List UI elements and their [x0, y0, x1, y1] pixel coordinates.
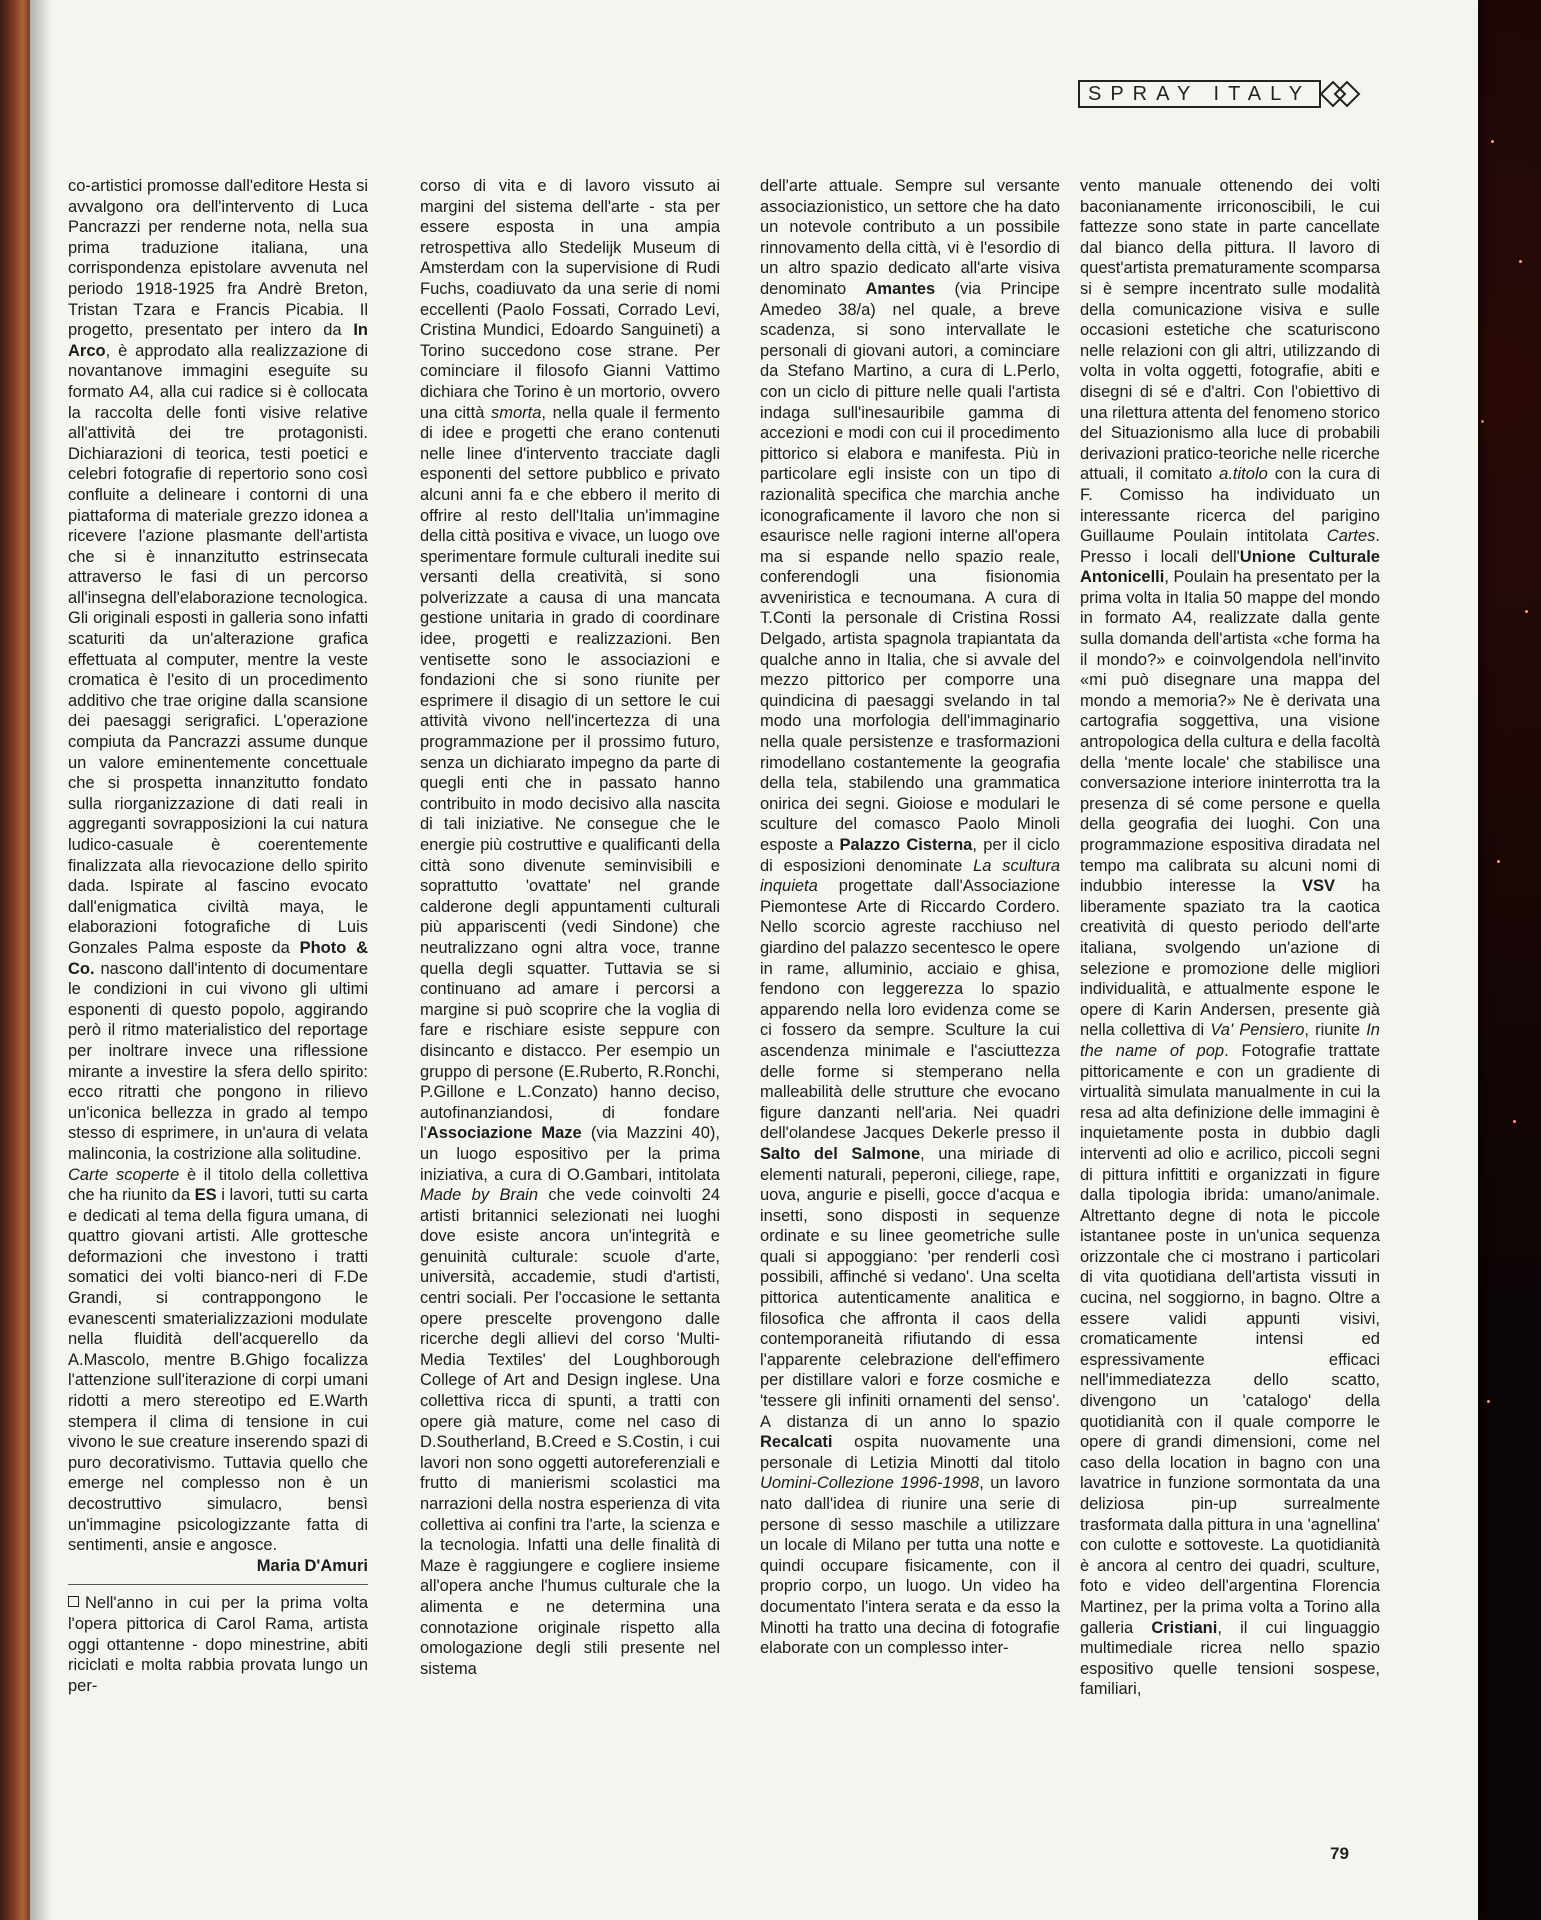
paragraph — [760, 176, 1060, 1659]
text-run: , è approdato alla realizzazione di novantanove immagini eseguite su formato A4, alla cui radice si è collocata la raccolta delle fonti visive relative all'attività dei tre protagonisti. Dichiarazioni di teorica, testi poetici e celebri fotografie di repertorio sono così confluite a delineare i contorni di una piattaforma di materiale grezzo idonea a ricevere l'azione plasmante dell'artista che si è innanzitutto estrinsecata attraverso le fasi di un percorso all'insegna dell'elaborazione tecnologica. Gli originali esposti in galleria sono infatti scaturiti da un'alterazione grafica effettuata al computer, mentre la veste cromatica è l'esito di un procedimento additivo che trae origine dalla scansione dei paesaggi serigrafici. L'operazione compiuta da Pancrazzi assume dunque un valore eminentemente concettuale che si prospetta innanzitutto fondato sulla riorganizzazione di dati reali in aggreganti sovrapposizioni la cui natura ludico-casuale è coerentemente finalizzata alla rievocazione dello spirito dada. Ispirate al fascino evocato dall'enigmatica civiltà maya, le elaborazioni fotografiche di Luis Gonzales Palma esposte da — [68, 341, 368, 957]
paragraph — [1080, 176, 1380, 1700]
text-run: i lavori, tutti su carta e dedicati al tema della figura umana, di quattro giovani artisti. Alle grottesche deformazioni che investono i tratti somatici dei volti bianco-neri di F.De Grandi, si contrappongono le evanescenti smaterializzazioni modulate nella fluidità dell'acquerello da A.Mascolo, mentre B.Ghigo focalizza l'attenzione sull'iterazione di corpi umani ridotti a mero stereotipo ed E.Warth stempera il clima di tensione in cui vivono le sue creature inserendo spazi di puro decorativismo. Tuttavia quello che emerge nel complesso non è un decostruttivo simulacro, bensì un'immagine psicologizzante fatta di sentimenti, ansie e angosce. — [68, 1186, 368, 1555]
text-run: vento manuale ottenendo dei volti baconianamente irriconoscibili, le cui fattezze sono state in parte cancellate dal bianco della pittura. Il lavoro di quest'artista prematuramente scomparsa si è sempre incentrato sulle modalità della comunicazione visiva e sulle occasioni estetiche che scaturiscono nelle relazioni con gli altri, utilizzando di volta in volta oggetti, fotografie, abiti e disegni di sé e d'altri. Con l'obiettivo di una rilettura attenta del fenomeno storico del Situazionismo alla luce di probabili derivazioni pratico-teoriche nelle ricerche attuali, il comitato — [1080, 177, 1380, 484]
text-run: è il titolo della collettiva che ha riunito da — [68, 1165, 369, 1205]
bold-text: Cristiani — [1151, 1618, 1218, 1637]
square-bullet-icon — [68, 1596, 79, 1607]
section-title: SPRAY ITALY — [1078, 80, 1321, 108]
bold-text: In Arco — [68, 321, 368, 360]
text-run: , il cui linguaggio multimediale ricrea nello spazio espositivo quelle tensioni sospese, familiari, — [1080, 1618, 1380, 1699]
text-run: che vede coinvolti 24 artisti britannici selezionati nei luoghi dove esiste ancora un'integrità e genuinità culturale: scuole d'arte, università, accademie, studi d'artisti, centri sociali. Per l'occasione le settanta opere prescelte provengono dalle ricerche degli allievi del corso 'Multi-Media Textiles' del Loughborough College of Art and Design inglese. Una collettiva ricca di spunti, a tratti con opere già mature, come nel caso di D.Southerland, B.Creed e S.Costin, i cui lavori non sono oggetti autoreferenziali e frutto di manierismi scolastici ma narrazioni della nostra esperienza di vita collettiva ai confini tra l'arte, la scienza e la tecnologia. Infatti una delle finalità di Maze è raggiungere e cogliere insieme all'opera anche l'humus culturale che la alimenta e ne determina una connotazione originale rispetto alla omologazione degli stili presente nel sistema — [420, 1186, 720, 1678]
text-run: (via Principe Amedeo 38/a) nel quale, a breve scadenza, si sono intervallate le personali di giovani autori, a cominciare da Stefano Martino, a cura di L.Perlo, con un ciclo di pitture nelle quali l'artista indaga sull'inesauribile gamma di accezioni e modi con cui il procedimento pittorico si elabora e manifesta. Più in particolare egli insiste con un tipo di razionalità specifica che marchia anche iconograficamente il lavoro che non si esaurisce nelle ragioni interne all'opera ma si espande nello spazio reale, conferendogli una fisionomia avveniristica e tecnoumana. A cura di T.Conti la personale di Cristina Rossi Delgado, artista spagnola trapiantata da qualche anno in Italia, che si avvale del mezzo pittorico per comporre una quindicina di paesaggi svelando in tal modo una morfologia dell'immaginario nella quale persistenze e trasformazioni rimodellano costantemente la geografia della tela, stabilendo una grammatica onirica dei segni. Gioiose e modulari le sculture del comasco Paolo Minoli esposte a — [760, 279, 1060, 854]
text-column-3 — [760, 176, 1060, 1659]
text-run: nascono dall'intento di documentare le condizioni in cui vivono gli ultimi esponenti di questo popolo, aggirando però il ritmo materialistico del reportage per inoltrare invece una riflessione mirante a investire la sfera dello spirito: ecco ritratti che pongono in rilievo un'iconica bellezza in grado al tempo stesso di esprimere, in un'aura di velata malinconia, la costrizione alla solitudine. — [68, 959, 368, 1163]
page-fold-shadow — [30, 0, 52, 1920]
bold-text: Recalcati — [760, 1433, 833, 1452]
text-run: . Presso i locali dell' — [1080, 527, 1380, 566]
text-run: corso di vita e di lavoro vissuto ai margini del sistema dell'arte - sta per essere esposta in una ampia retrospettiva allo Stedelijk Museum di Amsterdam con la supervisione di Rudi Fuchs, coadiuvato da una serie di nomi eccellenti (Paolo Fossati, Corrado Levi, Cristina Mundici, Edoardo Sanguineti) a Torino succedono cose strane. Per cominciare il filosofo Gianni Vattimo dichiara che Torino è un mortorio, ovvero una città — [420, 177, 720, 422]
bold-text: VSV — [1302, 877, 1336, 896]
italic-text: Uomini-Collezione 1996-1998 — [760, 1474, 980, 1493]
italic-text: La scultura inquieta — [760, 856, 1060, 896]
text-run: ha liberamente spaziato tra la caotica creatività di questo periodo dell'arte italiana, svolgendo un'azione di selezione e promozione delle migliori individualità, e attualmente espone le opere di Karin Andersen, presente già nella collettiva di — [1080, 877, 1381, 1040]
paragraph — [68, 1593, 368, 1696]
italic-text: In the name of pop — [1080, 1021, 1380, 1060]
text-run: dell'arte attuale. Sempre sul versante associazionistico, un settore che ha dato un notevole contributo a un possibile rinnovamento della città, vi è l'esordio di un altro spazio dedicato all'arte visiva denominato — [760, 177, 1060, 298]
paragraph — [420, 176, 720, 1679]
bold-text: Associazione Maze — [426, 1124, 582, 1143]
bold-text: Palazzo Cisterna — [839, 836, 973, 854]
author-signature: Maria D'Amuri — [256, 1556, 368, 1575]
section-divider — [68, 1584, 368, 1585]
italic-text: smorta — [490, 403, 542, 422]
text-run: Nell'anno in cui per la prima volta l'opera pittorica di Carol Rama, artista oggi ottantenne - dopo minestrine, abiti riciclati e molta rabbia provata lungo un per- — [68, 1594, 368, 1695]
page-number: 79 — [1330, 1844, 1349, 1863]
paragraph — [68, 1165, 368, 1556]
text-run: ospita nuovamente una personale di Letizia Minotti dal titolo — [760, 1433, 1060, 1472]
text-run: con la cura di F. Comisso ha individuato un interessante ricerca del parigino Guillaume Poulain intitolata — [1080, 465, 1380, 546]
italic-text: a.titolo — [1219, 465, 1268, 484]
paragraph-text — [68, 1594, 368, 1694]
text-run: (via Mazzini 40), un luogo espositivo per la prima iniziativa, a cura di O.Gambari, intitolata — [420, 1124, 720, 1184]
text-column-1 — [68, 176, 368, 1696]
text-run: , per il ciclo di esposizioni denominate — [760, 836, 1060, 875]
paragraph — [68, 176, 368, 1165]
text-run: , nella quale il fermento di idee e progetti che erano contenuti nelle linee d'intervento tracciate dagli esponenti del settore pubblico e privato alcuni anni fa e che ebbero il merito di offrire al resto dell'Italia un'immagine della città positiva e vivace, un luogo ove sperimentare formule culturali inedite sui versanti della creatività, si sono polverizzate a causa di una mancata gestione unitaria in grado di coordinare idee, progetti e realizzazioni. Ben ventisette sono le associazioni e fondazioni che si sono riunite per esprimere il disagio di un settore le cui attività vivono nell'incertezza di una programmazione per il prossimo futuro, senza un dichiarato impegno da parte di quegli enti che in passato hanno contribuito in modo decisivo alla nascita di tali iniziative. Ne consegue che le energie più costruttive e qualificanti della città sono divenute seminvisibili e soprattutto 'ovattate' nel grande calderone degli appuntamenti culturali più appariscenti (vedi Sindone) che neutralizzano ogni altra voce, tranne quella degli squatter. Tuttavia se si continuano ad amare i percorsi a margine si può scoprire che la voglia di fare e rischiare esiste seppure con disincanto e distacco. Per esempio un gruppo di persone (E.Ruberto, R.Ronchi, P.Gillone e L.Conzato) hanno deciso, autofinanziandosi, di fondare l' — [420, 403, 720, 1143]
text-column-2 — [420, 176, 720, 1679]
text-run: , una miriade di elementi naturali, peperoni, ciliege, rape, uova, angurie e piselli, gocce d'acqua e insetti, sono disposti in sequenze ordinate e su linee geometriche sulle quali si appoggiano: 'per renderli così possibili, affinché si vedano'. Una scelta pittorica autenticamente analitica e filosofica che affronta il caos della contemporaneità rifiutando di essa l'apparente celebrazione dell'effimero per distillare valori e forze cosmiche e 'tessere gli infiniti ornamenti del senso'. A distanza di un anno lo spazio — [760, 1144, 1061, 1431]
bold-text: Amantes — [865, 279, 936, 298]
bold-text: Unione Culturale Antonicelli — [1080, 547, 1380, 587]
text-run: . Fotografie trattate pittoricamente e con un gradiente di virtualità simulata manualmente in cui la resa ad alta definizione delle immagini è inquietamente posta in dubbio dagli interventi ad olio e acrilico, piccoli segni di pittura infittiti e organizzati in figure dalla tipologia ibrida: umano/animale. Altrettanto degne di nota le piccole istantanee poste in un'unica sequenza orizzontale che ci mostrano i particolari di vita quotidiana dell'artista vissuti in cucina, nel soggiorno, in bagno. Oltre a essere validi appunti visivi, cromaticamente intensi ed espressivamente efficaci nell'immediatezza dello scatto, divengono un 'catalogo' della quotidianità con il quale comporre le opere di grandi dimensioni, come nel caso della location in bagno con una lavatrice in funzione sormontata da una deliziosa pin-up surrealmente trasformata dalla pittura in una 'agnellina' con culotte e sottoveste. La quotidianità è ancora al centro dei quadri, sculture, foto e video dell'argentina Florencia Martinez, per la prima volta a Torino alla galleria — [1080, 1041, 1380, 1637]
text-column-4 — [1080, 176, 1380, 1700]
italic-text: Va' Pensiero — [1210, 1021, 1305, 1040]
bold-text: Photo & Co. — [68, 938, 368, 978]
italic-text: Made by Brain — [420, 1186, 539, 1205]
text-run: , un lavoro nato dall'idea di riunire una serie di persone di sesso maschile a utilizzare un locale di Milano per tutta una notte e quindi occupare fisicamente, con il proprio corpo, un luogo. Un video ha documentato l'intera serata e da esso la Minotti ha tratto una decina di fotografie elaborate con un complesso inter- — [760, 1474, 1060, 1658]
magazine-page — [30, 0, 1478, 1920]
bold-text: ES — [194, 1186, 217, 1205]
text-run: progettate dall'Associazione Piemontese Arte di Riccardo Cordero. Nello scorcio agreste racchiuso nel giardino del palazzo secentesco le opere in rame, alluminio, acciaio e ghisa, fendono con leggerezza lo spazio apparendo nella loro evidenza come se ci fossero da sempre. Sculture la cui ascendenza minimale e l'asciuttezza delle forme si stemperano nella malleabilità delle strutture che evocano figure danzanti nell'aria. Nei quadri dell'olandese Jacques Dekerle presso il — [760, 877, 1060, 1143]
italic-text: Cartes — [1326, 527, 1376, 546]
bold-text: Salto del Salmone — [760, 1144, 921, 1163]
text-run: , Poulain ha presentato per la prima volta in Italia 50 mappe del mondo in formato A4, realizzate dalla gente sulla domanda dell'artista «che forma ha il mondo?» e coinvolgendola nell'invito «mi può disegnare una mappa del mondo a memoria?» Ne è derivata una cartografia soggettiva, una visione antropologica della cultura e della facoltà della 'mente locale' che stabilisce una conversazione interiore ininterrotta tra la presenza di sé come persone e quella della geografia dei luoghi. Con una programmazione espositiva diradata nel tempo ma calibrata su alcuni nomi di indubbio interesse la — [1080, 568, 1380, 896]
diamond-logo-icon — [1319, 80, 1363, 108]
italic-text: Carte scoperte — [68, 1165, 180, 1184]
text-run: , riunite — [1304, 1021, 1367, 1040]
text-run: co-artistici promosse dall'editore Hesta si avvalgono ora dell'intervento di Luca Pancrazzi per renderne nota, nella sua prima traduzione italiana, una corrispondenza epistolare avvenuta nel periodo 1918-1925 fra Andrè Breton, Tristan Tzara e Francis Picabia. Il progetto, presentato per intero da — [68, 177, 368, 340]
section-header — [1078, 80, 1363, 108]
